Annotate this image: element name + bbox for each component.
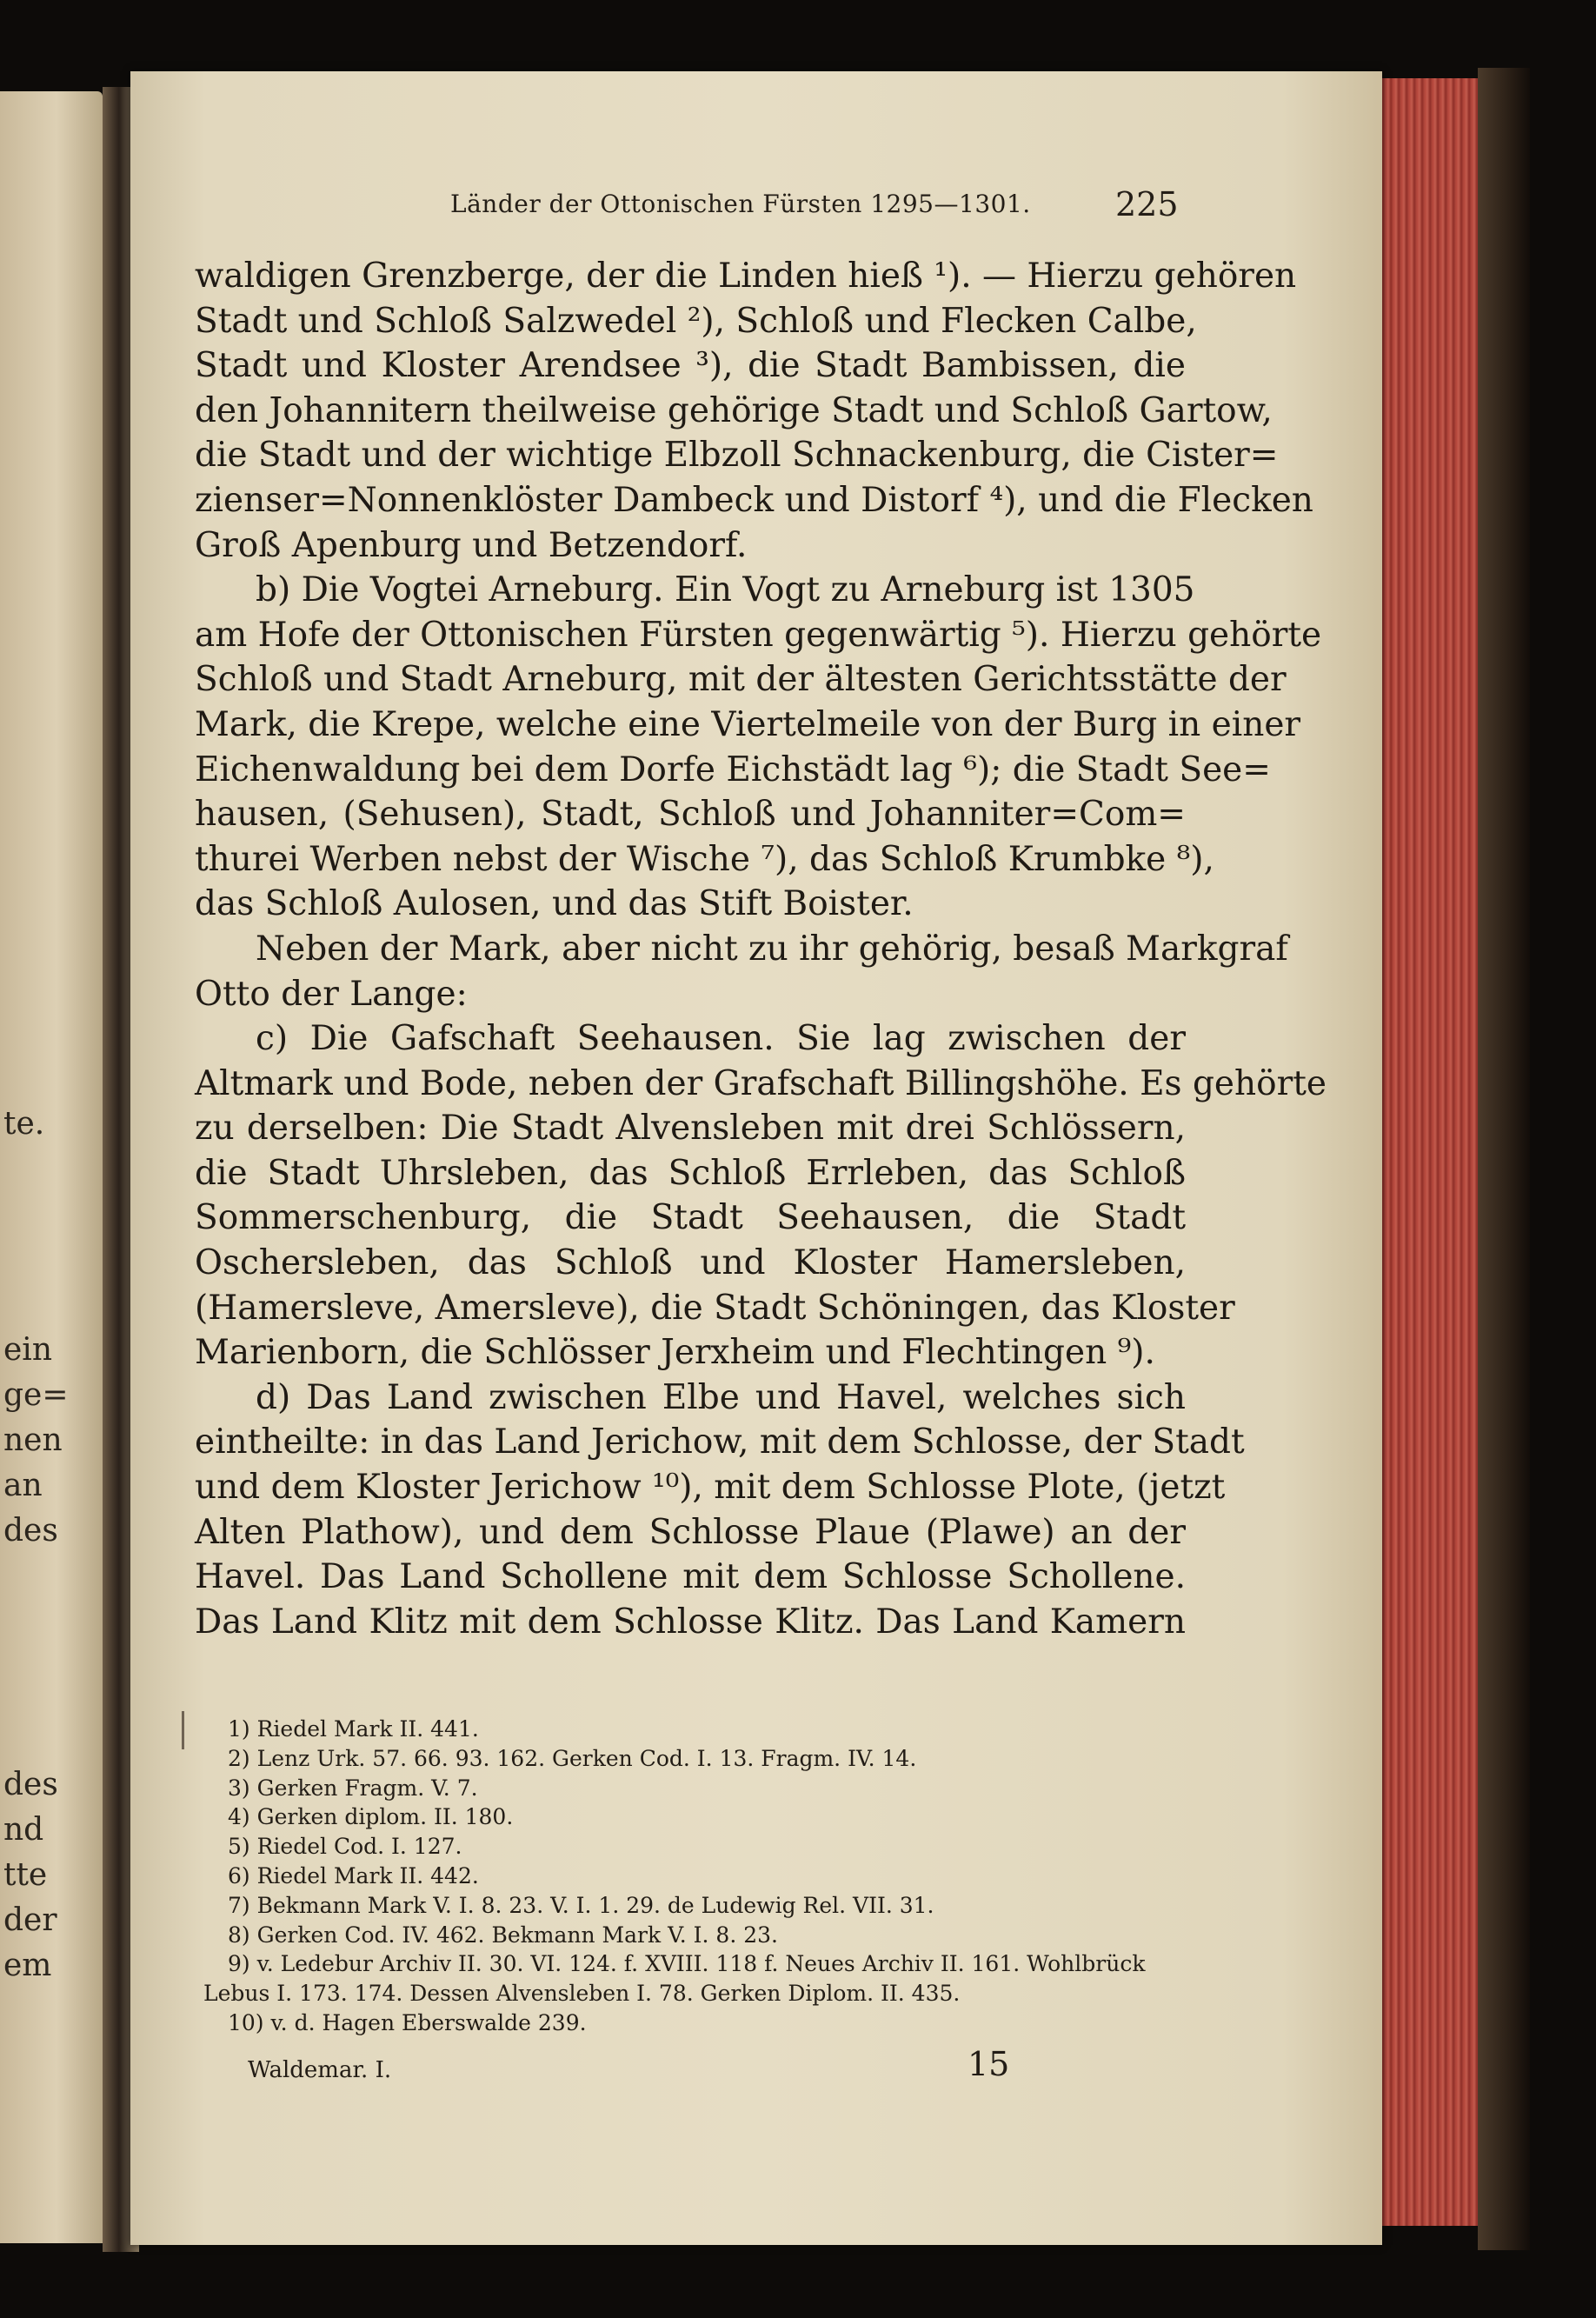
page-number: 225 — [1115, 185, 1179, 223]
text-line: das Schloß Aulosen, und das Stift Boister. — [195, 884, 914, 924]
text-line: d) Das Land zwischen Elbe und Havel, welches sich — [256, 1377, 1186, 1417]
left-page-fragment: te. — [3, 1106, 45, 1142]
text-line: Neben der Mark, aber nicht zu ihr gehörig, besaß Markgraf — [256, 929, 1288, 969]
left-page-fragment: nd — [3, 1812, 44, 1848]
left-page-fragment: ge= — [3, 1377, 69, 1413]
signature-number: 15 — [968, 2045, 1010, 2083]
text-line: Das Land Klitz mit dem Schlosse Klitz. Das Land Kamern — [195, 1602, 1186, 1642]
text-line: und dem Kloster Jerichow ¹⁰), mit dem Schlosse Plote, (jetzt — [195, 1468, 1226, 1508]
text-line: Eichenwaldung bei dem Dorfe Eichstädt lag ⁶); die Stadt See= — [195, 749, 1271, 789]
footnote-continuation: Lebus I. 173. 174. Dessen Alvensleben I. 78. Gerken Diplom. II. 435. — [203, 1981, 961, 2007]
text-line: eintheilte: in das Land Jerichow, mit dem Schlosse, der Stadt — [195, 1422, 1245, 1462]
text-line: Sommerschenburg, die Stadt Seehausen, die Stadt — [195, 1198, 1186, 1238]
running-head: Länder der Ottonischen Fürsten 1295—1301. — [450, 190, 1031, 218]
left-page-fragment: em — [3, 1948, 52, 1983]
left-page-fragment: des — [3, 1513, 58, 1549]
text-line: Stadt und Kloster Arendsee ³), die Stadt Bambissen, die — [195, 346, 1186, 386]
footnote: 6) Riedel Mark II. 442. — [228, 1862, 479, 1888]
text-line: thurei Werben nebst der Wische ⁷), das Schloß Krumbke ⁸), — [195, 839, 1214, 879]
text-line: hausen, (Sehusen), Stadt, Schloß und Johanniter=Com= — [195, 795, 1186, 835]
signature-mark: Waldemar. I. — [248, 2057, 392, 2083]
text-line: Mark, die Krepe, welche eine Viertelmeile von der Burg in einer — [195, 704, 1301, 744]
left-page-fragment: nen — [3, 1422, 63, 1458]
footnote: 4) Gerken diplom. II. 180. — [228, 1804, 514, 1830]
text-line: c) Die Gafschaft Seehausen. Sie lag zwischen der — [256, 1019, 1186, 1059]
footnote: 10) v. d. Hagen Eberswalde 239. — [228, 2009, 587, 2035]
text-line: (Hamersleve, Amersleve), die Stadt Schöningen, das Kloster — [195, 1288, 1235, 1328]
text-line: Altmark und Bode, neben der Grafschaft Billingshöhe. Es gehörte — [195, 1063, 1327, 1103]
left-page-fragment: tte — [3, 1857, 48, 1893]
text-line: Havel. Das Land Schollene mit dem Schlosse Schollene. — [195, 1557, 1186, 1597]
text-line: den Johannitern theilweise gehörige Stadt und Schloß Gartow, — [195, 390, 1273, 430]
text-line: zu derselben: Die Stadt Alvensleben mit drei Schlössern, — [195, 1109, 1186, 1149]
page-edges — [1378, 78, 1484, 2226]
footnote: 7) Bekmann Mark V. I. 8. 23. V. I. 1. 29. de Ludewig Rel. VII. 31. — [228, 1892, 934, 1918]
text-line: Marienborn, die Schlösser Jerxheim und Flechtingen ⁹). — [195, 1333, 1155, 1373]
book-cover-edge — [1478, 68, 1530, 2250]
footnote: 2) Lenz Urk. 57. 66. 93. 162. Gerken Cod. I. 13. Fragm. IV. 14. — [228, 1745, 917, 1771]
left-page-fragment: der — [3, 1902, 57, 1938]
text-line: die Stadt Uhrsleben, das Schloß Errleben, das Schloß — [195, 1153, 1186, 1193]
text-line: die Stadt und der wichtige Elbzoll Schnackenburg, die Cister= — [195, 436, 1279, 476]
left-page-fragment: ein — [3, 1332, 53, 1368]
left-page-fragment: des — [3, 1767, 58, 1802]
text-line: b) Die Vogtei Arneburg. Ein Vogt zu Arneburg ist 1305 — [256, 570, 1195, 610]
body-text — [195, 254, 1327, 1644]
text-line: am Hofe der Ottonischen Fürsten gegenwärtig ⁵). Hierzu gehörte — [195, 615, 1322, 655]
left-page — [0, 91, 103, 2243]
text-line: Schloß und Stadt Arneburg, mit der ältesten Gerichtsstätte der — [195, 660, 1287, 700]
footnote: 8) Gerken Cod. IV. 462. Bekmann Mark V. I. 8. 23. — [228, 1922, 778, 1948]
text-line: Stadt und Schloß Salzwedel ²), Schloß und Flecken Calbe, — [195, 301, 1197, 341]
footnotes — [203, 1715, 1201, 2038]
text-line: Otto der Lange: — [195, 974, 468, 1014]
pencil-mark — [182, 1711, 184, 1749]
text-line: Oschersleben, das Schloß und Kloster Hamersleben, — [195, 1243, 1186, 1283]
footnote: 5) Riedel Cod. I. 127. — [228, 1834, 462, 1860]
text-line: zienser=Nonnenklöster Dambeck und Distorf ⁴), und die Flecken — [195, 480, 1313, 520]
footnote: 9) v. Ledebur Archiv II. 30. VI. 124. f. XVIII. 118 f. Neues Archiv II. 161. Wohlbrück — [228, 1951, 1146, 1977]
text-line: Alten Plathow), und dem Schlosse Plaue (Plawe) an der — [195, 1512, 1186, 1552]
text-line: Groß Apenburg und Betzendorf. — [195, 525, 748, 565]
footnote: 3) Gerken Fragm. V. 7. — [228, 1775, 478, 1801]
text-line: waldigen Grenzberge, der die Linden hieß ¹). — Hierzu gehören — [195, 256, 1297, 296]
left-page-fragment: an — [3, 1468, 43, 1503]
footnote: 1) Riedel Mark II. 441. — [228, 1716, 479, 1742]
